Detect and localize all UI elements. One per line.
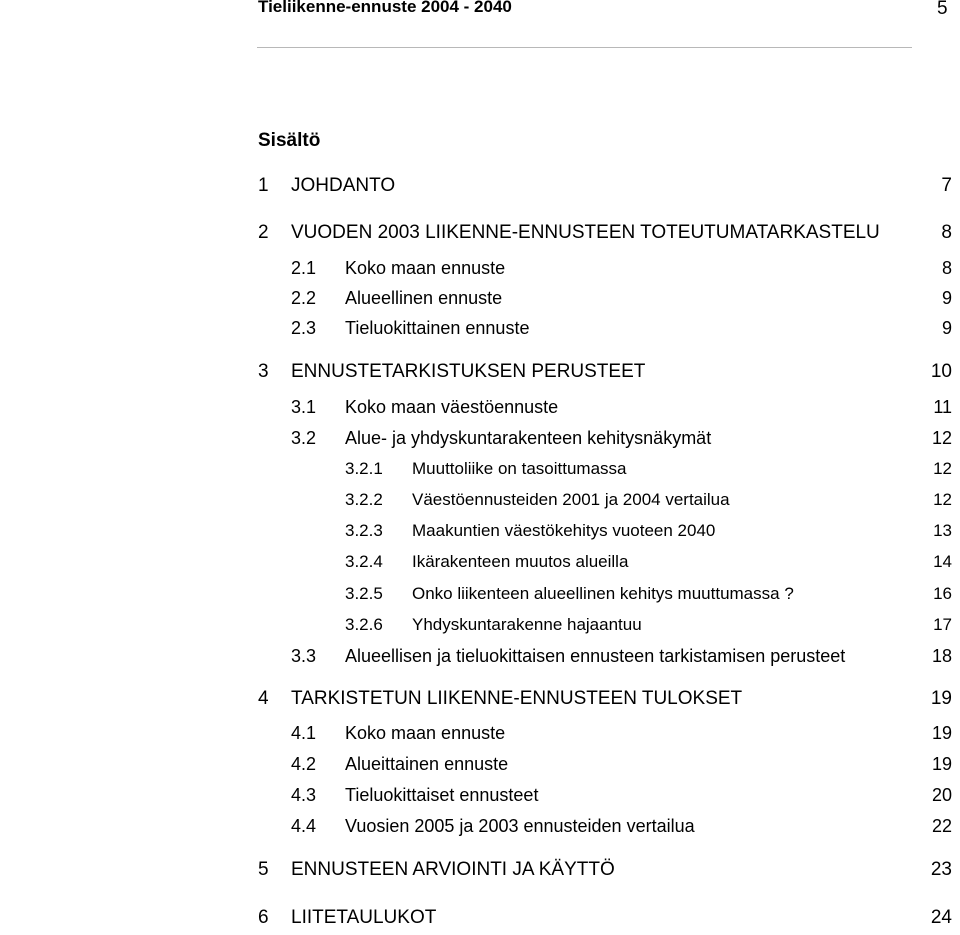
toc-entry-number: 2.3 (291, 318, 317, 338)
toc-entry-number: 1 (258, 175, 269, 196)
toc-entry-number: 4.1 (291, 723, 317, 743)
toc-entry-number: 2.2 (291, 288, 317, 308)
toc-entry-title: Tieluokittainen ennuste (345, 318, 530, 338)
toc-entry-number: 3.2.5 (345, 584, 383, 603)
toc-entry-4-1 (0, 721, 960, 745)
toc-entry-1 (0, 174, 960, 198)
toc-entry-page: 12 (933, 459, 952, 478)
toc-entry-4-4 (0, 814, 960, 838)
toc-entry-page: 13 (933, 521, 952, 540)
toc-entry-title: Koko maan ennuste (345, 258, 506, 278)
toc-entry-title: Koko maan väestöennuste (345, 397, 559, 417)
toc-entry-page: 14 (933, 552, 952, 571)
toc-entry-number: 5 (258, 859, 269, 880)
toc-entry-page: 12 (933, 490, 952, 509)
toc-entry-title: Alueellinen ennuste (345, 288, 503, 308)
toc-entry-title: LIITETAULUKOT (291, 907, 437, 928)
running-header-title: Tieliikenne-ennuste 2004 - 2040 (258, 0, 512, 16)
toc-entry-title: Maakuntien väestökehitys vuoteen 2040 (412, 521, 716, 540)
toc-entry-page: 19 (930, 688, 952, 709)
toc-entry-number: 4.3 (291, 785, 317, 805)
toc-entry-title: ENNUSTEEN ARVIOINTI JA KÄYTTÖ (291, 859, 615, 880)
toc-entry-3-2-4 (0, 550, 960, 574)
toc-entry-title: Onko liikenteen alueellinen kehitys muuttumassa ? (412, 584, 794, 603)
toc-entry-page: 12 (931, 428, 952, 448)
toc-entry-number: 4 (258, 688, 269, 709)
toc-entry-3-2-2 (0, 488, 960, 512)
toc-entry-2-1 (0, 256, 960, 280)
toc-entry-number: 3.2.1 (345, 459, 383, 478)
toc-entry-number: 3.2.3 (345, 521, 383, 540)
toc-entry-page: 22 (931, 816, 952, 836)
toc-heading: Sisältö (258, 130, 321, 151)
toc-entry-2-3 (0, 316, 960, 340)
toc-entry-title: TARKISTETUN LIIKENNE-ENNUSTEEN TULOKSET (291, 688, 743, 709)
toc-entry-number: 2 (258, 222, 269, 243)
toc-entry-number: 4.4 (291, 816, 317, 836)
toc-entry-page: 16 (933, 584, 952, 603)
toc-entry-page: 8 (941, 258, 952, 278)
toc-entry-number: 2.1 (291, 258, 317, 278)
toc-entry-4-2 (0, 752, 960, 776)
toc-entry-page: 9 (941, 318, 952, 338)
toc-entry-title: Alueittainen ennuste (345, 754, 509, 774)
toc-entry-4 (0, 687, 960, 711)
toc-entry-6 (0, 906, 960, 930)
toc-entry-number: 3.3 (291, 646, 317, 666)
toc-entry-5 (0, 858, 960, 882)
header-divider (257, 47, 912, 48)
toc-entry-title: Ikärakenteen muutos alueilla (412, 552, 629, 571)
toc-entry-3-2 (0, 426, 960, 450)
toc-entry-number: 3 (258, 361, 269, 382)
toc-entry-title: Yhdyskuntarakenne hajaantuu (412, 615, 642, 634)
toc-entry-title: Tieluokittaiset ennusteet (345, 785, 539, 805)
toc-entry-number: 3.2 (291, 428, 317, 448)
toc-entry-3-2-6 (0, 613, 960, 637)
toc-entry-2-2 (0, 286, 960, 310)
toc-entry-3-3 (0, 644, 960, 668)
toc-entry-number: 3.2.4 (345, 552, 383, 571)
toc-entry-title: Alueellisen ja tieluokittaisen ennusteen tarkistamisen perusteet (345, 646, 846, 666)
toc-entry-page: 18 (931, 646, 952, 666)
toc-entry-title: ENNUSTETARKISTUKSEN PERUSTEET (291, 361, 646, 382)
toc-entry-2 (0, 221, 960, 245)
running-header-page-number: 5 (937, 0, 948, 19)
toc-entry-number: 3.2.2 (345, 490, 383, 509)
toc-entry-number: 3.1 (291, 397, 317, 417)
toc-entry-number: 3.2.6 (345, 615, 383, 634)
toc-entry-3 (0, 360, 960, 384)
toc-entry-page: 10 (930, 361, 952, 382)
toc-entry-3-2-3 (0, 519, 960, 543)
toc-entry-title: VUODEN 2003 LIIKENNE-ENNUSTEEN TOTEUTUMATARKASTELU (291, 222, 880, 243)
toc-entry-page: 9 (941, 288, 952, 308)
toc-entry-page: 17 (933, 615, 952, 634)
toc-entry-title: Vuosien 2005 ja 2003 ennusteiden vertailua (345, 816, 695, 836)
toc-entry-page: 19 (931, 723, 952, 743)
toc-entry-title: Koko maan ennuste (345, 723, 506, 743)
toc-entry-page: 23 (930, 859, 952, 880)
toc-entry-title: JOHDANTO (291, 175, 396, 196)
toc-entry-title: Muuttoliike on tasoittumassa (412, 459, 627, 478)
toc-entry-3-2-1 (0, 457, 960, 481)
toc-entry-page: 19 (931, 754, 952, 774)
toc-entry-title: Väestöennusteiden 2001 ja 2004 vertailua (412, 490, 730, 509)
toc-entry-page: 11 (933, 397, 952, 417)
toc-entry-title: Alue- ja yhdyskuntarakenteen kehitysnäkymät (345, 428, 712, 448)
toc-entry-number: 4.2 (291, 754, 317, 774)
toc-entry-4-3 (0, 783, 960, 807)
toc-entry-number: 6 (258, 907, 269, 928)
toc-entry-page: 7 (941, 175, 952, 196)
toc-entry-3-1 (0, 395, 960, 419)
toc-entry-page: 20 (931, 785, 952, 805)
toc-entry-3-2-5 (0, 582, 960, 606)
toc-entry-page: 8 (941, 222, 952, 243)
toc-entry-page: 24 (930, 907, 952, 928)
